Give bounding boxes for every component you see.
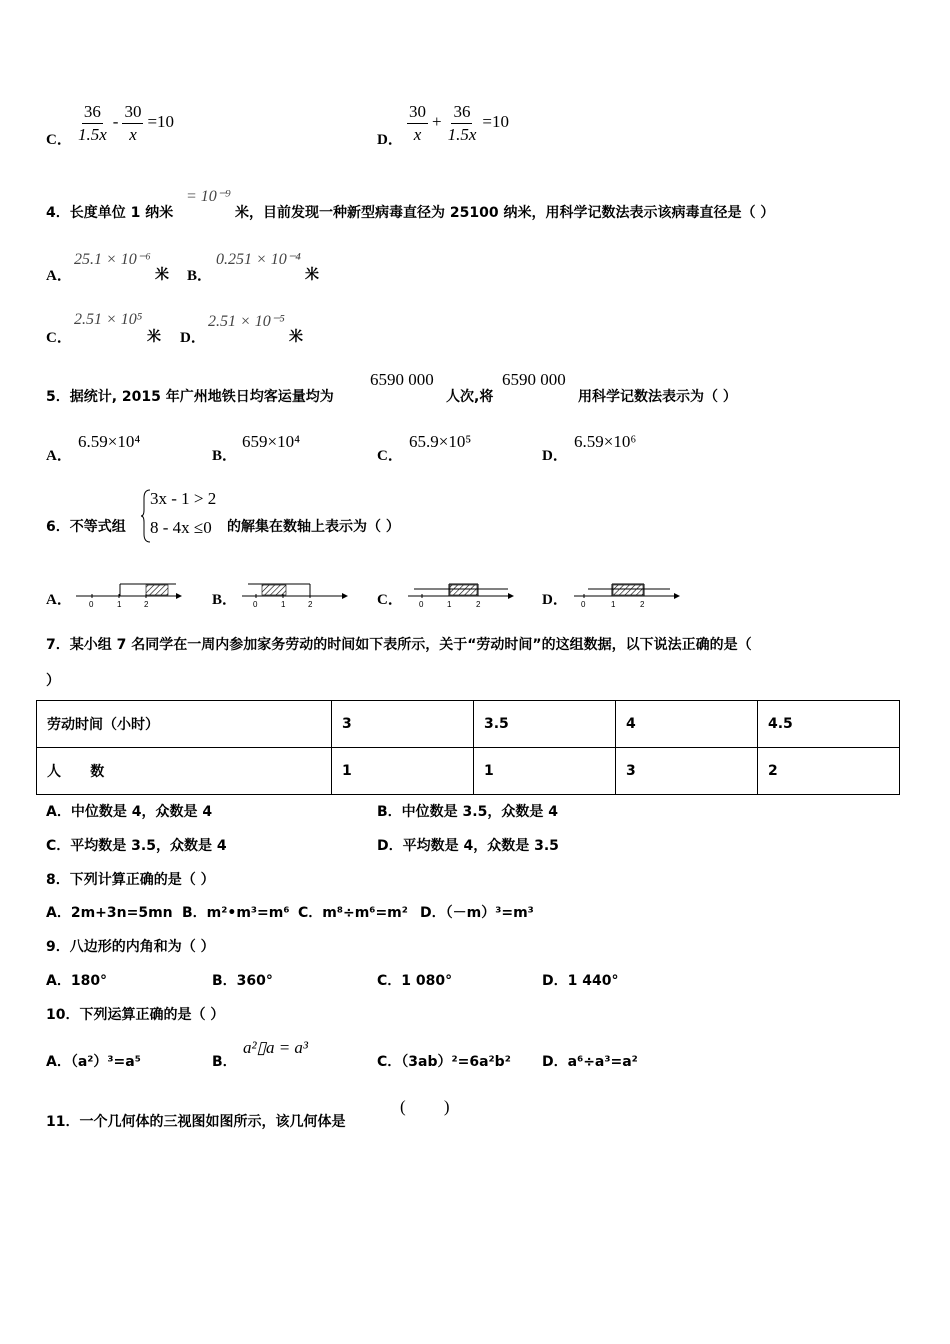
q4-option-d-math: 2.51 × 10⁻⁵ xyxy=(208,313,285,330)
q9-option-d: D．1 440° xyxy=(542,973,619,989)
table-cell: 1 xyxy=(474,748,616,795)
q9-stem: 9．八边形的内角和为（ ） xyxy=(46,939,215,955)
q10-option-b-math: a²▯a = a³ xyxy=(243,1038,309,1057)
q5-number-1: 6590 000 xyxy=(370,370,434,389)
q3-c-denominator-2: x xyxy=(129,125,137,144)
q7-labor-time-table xyxy=(36,700,900,795)
q5-option-d-math: 6.59×10⁶ xyxy=(574,432,637,451)
table-cell: 3 xyxy=(332,701,474,748)
q10-option-b-label: B． xyxy=(212,1054,237,1070)
q6-option-a-label: A． xyxy=(46,592,72,608)
q3-c-operator: - xyxy=(112,112,119,132)
q9-option-c: C．1 080° xyxy=(377,973,453,989)
q6-inequality-2: 8 - 4x ≤0 xyxy=(150,518,212,537)
q3-c-denominator-1: 1.5x xyxy=(78,125,107,144)
q4-option-c-unit: 米 xyxy=(147,329,161,345)
q8-option-c: C．m⁸÷m⁶=m² xyxy=(298,905,408,921)
q4-option-d-unit: 米 xyxy=(289,329,303,345)
q3-option-d-label: D． xyxy=(377,132,403,148)
q11-answer-paren: ( ) xyxy=(400,1097,450,1116)
q9-option-b: B．360° xyxy=(212,973,273,989)
q3-c-numerator-2: 30 xyxy=(122,101,143,124)
q4-option-b-unit: 米 xyxy=(305,267,319,283)
q7-option-c: C．平均数是 3.5，众数是 4 xyxy=(46,838,227,854)
q3-d-operator: + xyxy=(432,112,442,132)
table-cell: 3.5 xyxy=(474,701,616,748)
table-cell: 4.5 xyxy=(758,701,900,748)
q7-option-d: D．平均数是 4，众数是 3.5 xyxy=(377,838,559,854)
q3-option-c-label: C． xyxy=(46,132,72,148)
q5-option-d-label: D． xyxy=(542,448,568,464)
q3-d-numerator-1: 30 xyxy=(407,101,428,124)
q5-stem-part-c: 用科学记数法表示为（ ） xyxy=(578,389,737,405)
table-header-cell: 劳动时间（小时） xyxy=(37,701,332,748)
q4-option-a-label: A． xyxy=(46,268,72,284)
q5-stem-part-b: 人次,将 xyxy=(446,389,494,405)
q4-option-d-label: D． xyxy=(180,330,206,346)
table-cell: 2 xyxy=(758,748,900,795)
q3-d-numerator-2: 36 xyxy=(451,101,472,124)
q6-a-tick-0: 0 xyxy=(89,600,94,608)
table-cell: 1 xyxy=(332,748,474,795)
q7-option-a: A．中位数是 4，众数是 4 xyxy=(46,804,213,820)
q3-d-denominator-2: 1.5x xyxy=(447,125,477,144)
q5-option-a-math: 6.59×10⁴ xyxy=(78,432,141,451)
q6-option-c-label: C． xyxy=(377,592,403,608)
table-row xyxy=(37,701,900,748)
q6-b-tick-0: 0 xyxy=(253,600,258,608)
q5-option-c-label: C． xyxy=(377,448,403,464)
q6-c-tick-1: 1 xyxy=(447,600,452,608)
q4-stem-part-a: 4．长度单位 1 纳米 xyxy=(46,205,174,221)
q9-option-a: A．180° xyxy=(46,973,108,989)
q3-option-c-expression xyxy=(76,101,174,146)
q4-option-a-math: 25.1 × 10⁻⁶ xyxy=(74,251,151,268)
q4-option-c-math: 2.51 × 10⁵ xyxy=(74,311,143,328)
q4-option-c-label: C． xyxy=(46,330,72,346)
table-cell: 3 xyxy=(616,748,758,795)
q5-option-a-label: A． xyxy=(46,448,72,464)
q6-option-a-numberline xyxy=(72,576,184,608)
q6-option-d-label: D． xyxy=(542,592,568,608)
q6-option-b-label: B． xyxy=(212,592,238,608)
q5-option-c-math: 65.9×10⁵ xyxy=(409,432,472,451)
q5-stem-part-a: 5．据统计, 2015 年广州地铁日均客运量均为 xyxy=(46,389,334,405)
q6-d-tick-1: 1 xyxy=(611,600,616,608)
q10-option-d: D．a⁶÷a³=a² xyxy=(542,1054,638,1070)
q11-stem: 11．一个几何体的三视图如图所示，该几何体是 xyxy=(46,1114,346,1130)
q4-option-a-unit: 米 xyxy=(155,267,169,283)
q6-option-b-numberline xyxy=(238,576,350,608)
q8-stem: 8．下列计算正确的是（ ） xyxy=(46,872,215,888)
q3-d-denominator-1: x xyxy=(413,125,422,144)
table-header-cell: 人 数 xyxy=(37,748,332,795)
q3-d-equals: =10 xyxy=(482,112,509,132)
q6-b-tick-2: 2 xyxy=(308,600,313,608)
q5-option-b-math: 659×10⁴ xyxy=(242,432,301,451)
q6-c-tick-2: 2 xyxy=(476,600,481,608)
q6-stem-part-a: 6．不等式组 xyxy=(46,519,126,535)
q8-option-a: A．2m+3n=5mn xyxy=(46,905,173,921)
q10-stem: 10．下列运算正确的是（ ） xyxy=(46,1007,225,1023)
q4-stem-part-b: 米，目前发现一种新型病毒直径为 25100 纳米，用科学记数法表示该病毒直径是（ ） xyxy=(235,205,775,221)
q6-a-tick-1: 1 xyxy=(117,600,122,608)
q6-option-c-numberline xyxy=(404,576,516,608)
q6-b-tick-1: 1 xyxy=(281,600,286,608)
q3-c-equals: =10 xyxy=(147,112,175,132)
q6-d-tick-2: 2 xyxy=(640,600,645,608)
q4-option-b-label: B． xyxy=(187,268,213,284)
table-row xyxy=(37,748,900,795)
q7-stem-line-2: ） xyxy=(46,673,60,689)
table-cell: 4 xyxy=(616,701,758,748)
q5-option-b-label: B． xyxy=(212,448,238,464)
q5-number-2: 6590 000 xyxy=(502,370,566,389)
q6-inequality-1: 3x - 1 > 2 xyxy=(150,489,217,508)
q6-d-tick-0: 0 xyxy=(581,600,586,608)
q3-c-numerator-1: 36 xyxy=(82,101,103,124)
q7-option-b: B．中位数是 3.5，众数是 4 xyxy=(377,804,558,820)
q10-option-a: A．（a²）³=a⁵ xyxy=(46,1054,141,1070)
q4-stem-math: = 10⁻⁹ xyxy=(186,188,231,205)
q6-a-tick-2: 2 xyxy=(144,600,149,608)
q6-option-d-numberline xyxy=(570,576,682,608)
q10-option-c: C．（3ab）²=6a²b² xyxy=(377,1054,511,1070)
q7-stem-line-1: 7．某小组 7 名同学在一周内参加家务劳动的时间如下表所示，关于“劳动时间”的这组数据，以下说法正确的是（ xyxy=(46,637,752,653)
q8-option-b: B．m²•m³=m⁶ xyxy=(182,905,290,921)
q3-option-d-expression xyxy=(407,101,509,146)
q4-option-b-math: 0.251 × 10⁻⁴ xyxy=(216,251,301,268)
q8-option-d: D．（－m）³=m³ xyxy=(420,905,534,921)
q6-c-tick-0: 0 xyxy=(419,600,424,608)
q6-stem-part-b: 的解集在数轴上表示为（ ） xyxy=(227,519,400,535)
